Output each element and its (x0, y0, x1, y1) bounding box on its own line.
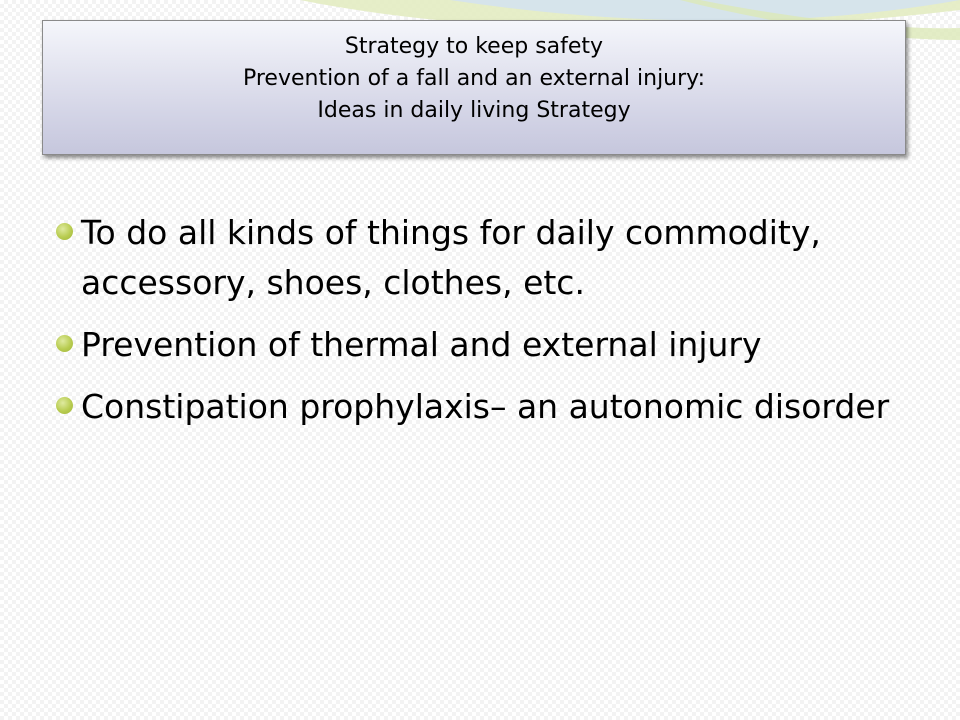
title-line-3: Ideas in daily living Strategy (317, 98, 631, 123)
bullet-item-2 (56, 320, 916, 370)
bullet-dot-icon (56, 223, 73, 240)
title-line-2: Prevention of a fall and an external injury: (242, 66, 706, 91)
title-box (42, 20, 906, 155)
title-line-1: Strategy to keep safety (344, 34, 604, 59)
bullet-text-1: To do all kinds of things for daily commodity, accessory, shoes, clothes, etc. (81, 213, 821, 302)
bullet-text-3: Constipation prophylaxis– an autonomic disorder (81, 387, 890, 426)
bullet-dot-icon (56, 397, 73, 414)
bullet-item-3 (56, 382, 916, 432)
bullet-dot-icon (56, 335, 73, 352)
bullet-item-1 (56, 208, 916, 308)
bullet-text-2: Prevention of thermal and external injury (81, 325, 762, 364)
bullet-list (56, 208, 916, 444)
